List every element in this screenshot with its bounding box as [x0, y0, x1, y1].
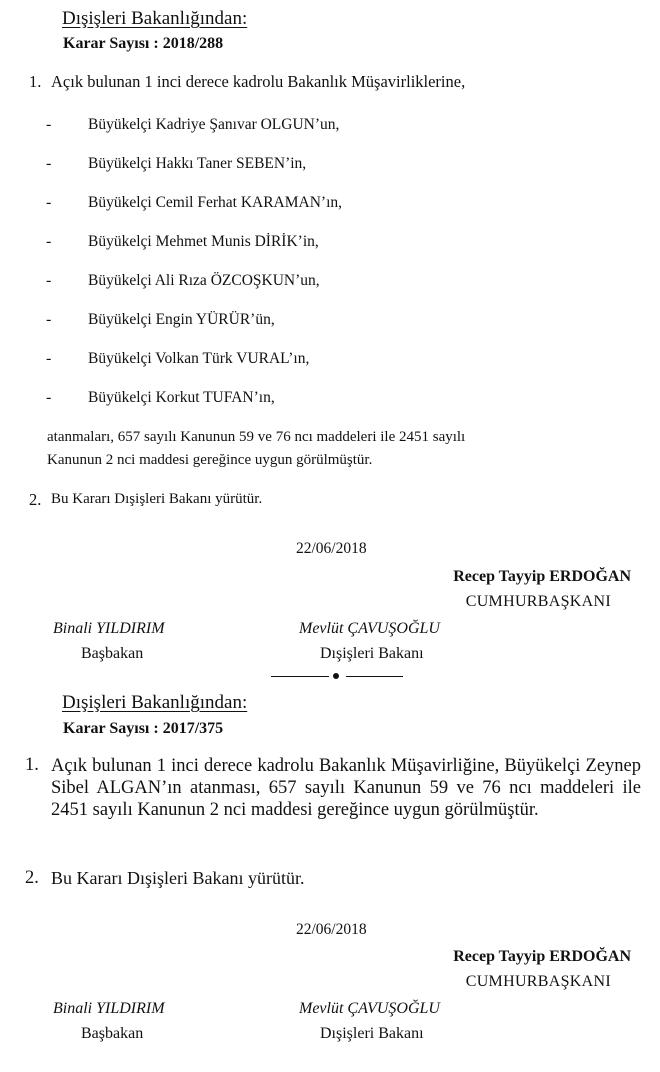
- foreign-minister-title: Dışişleri Bakanı: [320, 645, 424, 662]
- list-dash: -: [46, 116, 52, 133]
- list-dash: -: [46, 233, 52, 250]
- list-item: Büyükelçi Kadriye Şanıvar OLGUN’un,: [88, 116, 340, 133]
- list-item: Büyükelçi Engin YÜRÜR’ün,: [88, 311, 275, 328]
- execution-clause: Bu Kararı Dışişleri Bakanı yürütür.: [51, 491, 263, 507]
- list-dash: -: [46, 389, 52, 406]
- foreign-minister-name: Mevlüt ÇAVUŞOĞLU: [299, 1000, 440, 1017]
- list-item: Büyükelçi Ali Rıza ÖZCOŞKUN’un,: [88, 272, 320, 289]
- list-dash: -: [46, 194, 52, 211]
- item-number: 1.: [25, 755, 39, 775]
- president-title: CUMHURBAŞKANI: [465, 593, 611, 610]
- separator-line: [271, 676, 329, 677]
- item-number: 1.: [29, 72, 42, 91]
- separator-dot: [333, 673, 339, 679]
- list-item: Büyükelçi Mehmet Munis DİRİK’in,: [88, 233, 319, 250]
- president-title: CUMHURBAŞKANI: [465, 973, 611, 990]
- list-dash: -: [46, 350, 52, 367]
- list-item: Büyükelçi Hakkı Taner SEBEN’in,: [88, 155, 307, 172]
- decree-date: 22/06/2018: [296, 921, 367, 938]
- foreign-minister-name: Mevlüt ÇAVUŞOĞLU: [299, 620, 440, 637]
- president-name: Recep Tayyip ERDOĞAN: [453, 948, 631, 965]
- execution-clause: Bu Kararı Dışişleri Bakanı yürütür.: [51, 868, 305, 888]
- list-dash: -: [46, 272, 52, 289]
- list-dash: -: [46, 311, 52, 328]
- prime-minister-title: Başbakan: [81, 645, 144, 662]
- list-dash: -: [46, 155, 52, 172]
- ministry-heading: Dışişleri Bakanlığından:: [62, 692, 248, 713]
- separator-line: [346, 676, 403, 677]
- ministry-heading: Dışişleri Bakanlığından:: [62, 8, 248, 29]
- decree-number: Karar Sayısı : 2017/375: [63, 720, 224, 737]
- item-intro: Açık bulunan 1 inci derece kadrolu Bakanlık Müşavirliklerine,: [51, 72, 466, 91]
- appointment-text: atanmaları, 657 sayılı Kanunun 59 ve 76 ncı maddeleri ile 2451 sayılı: [47, 429, 466, 445]
- prime-minister-name: Binali YILDIRIM: [53, 1000, 165, 1017]
- item-number: 2.: [29, 490, 42, 509]
- foreign-minister-title: Dışişleri Bakanı: [320, 1025, 424, 1042]
- appointment-paragraph: Açık bulunan 1 inci derece kadrolu Bakanlık Müşavirliğine, Büyükelçi Zeynep Sibel ALGAN’ın atanması, 657 sayılı Kanunun 59 ve 76 ncı maddeleri ile 2451 sayılı Kanunun 2 nci maddesi gereğince uygun görülmüştür.: [51, 756, 641, 820]
- item-number: 2.: [25, 868, 39, 888]
- prime-minister-title: Başbakan: [81, 1025, 144, 1042]
- list-item: Büyükelçi Cemil Ferhat KARAMAN’ın,: [88, 194, 343, 211]
- decree-date: 22/06/2018: [296, 540, 367, 557]
- list-item: Büyükelçi Volkan Türk VURAL’ın,: [88, 350, 310, 367]
- decree-number: Karar Sayısı : 2018/288: [63, 35, 224, 52]
- list-item: Büyükelçi Korkut TUFAN’ın,: [88, 389, 275, 406]
- appointment-text: Kanunun 2 nci maddesi gereğince uygun görülmüştür.: [47, 452, 373, 468]
- prime-minister-name: Binali YILDIRIM: [53, 620, 165, 637]
- president-name: Recep Tayyip ERDOĞAN: [453, 568, 631, 585]
